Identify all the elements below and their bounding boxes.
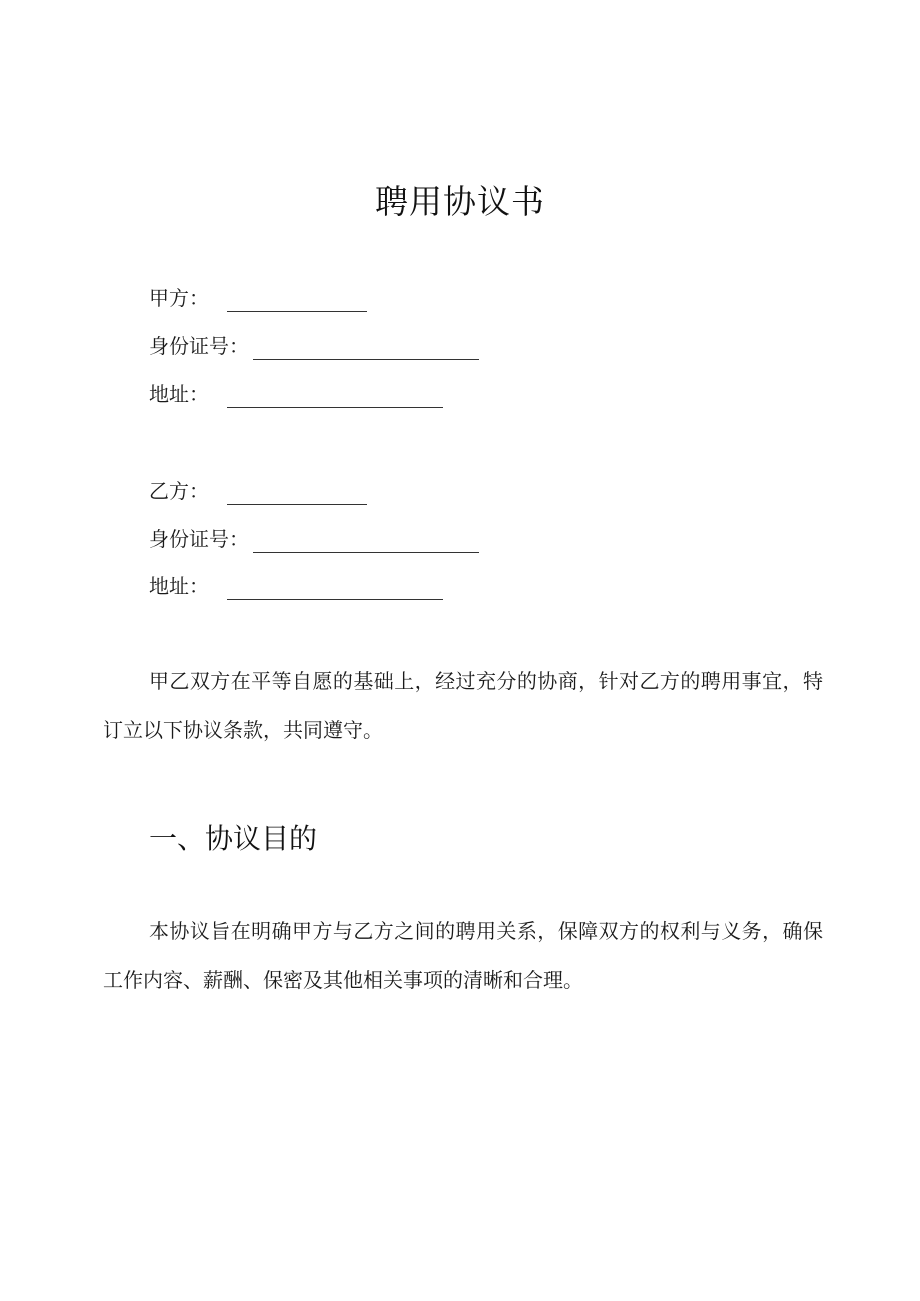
- party-b-id-label: 身份证号：: [149, 527, 249, 551]
- party-a-name-blank[interactable]: [227, 289, 367, 312]
- party-b-id-field: [149, 525, 479, 553]
- party-b-id-blank[interactable]: [253, 530, 479, 553]
- party-b-address-label: 地址：: [149, 574, 209, 598]
- party-a-address-label: 地址：: [149, 382, 209, 406]
- party-a-id-label: 身份证号：: [149, 334, 249, 358]
- party-b-address-field: [149, 572, 443, 600]
- party-b-name-label: 乙方：: [149, 479, 209, 503]
- party-a-name-field: [149, 284, 367, 312]
- party-b-address-blank[interactable]: [227, 577, 443, 600]
- party-b-name-blank[interactable]: [227, 482, 367, 505]
- intro-paragraph: 甲乙双方在平等自愿的基础上，经过充分的协商，针对乙方的聘用事宜，特订立以下协议条款，共同遵守。: [103, 669, 823, 742]
- party-a-id-blank[interactable]: [253, 337, 479, 360]
- section-1-heading: 一、协议目的: [149, 822, 318, 855]
- party-a-address-blank[interactable]: [227, 385, 443, 408]
- party-a-id-field: [149, 332, 479, 360]
- section-1-body: 本协议旨在明确甲方与乙方之间的聘用关系，保障双方的权利与义务，确保工作内容、薪酬、保密及其他相关事项的清晰和合理。: [103, 919, 823, 992]
- party-a-name-label: 甲方：: [149, 286, 209, 310]
- party-b-name-field: [149, 477, 367, 505]
- document-title: 聘用协议书: [375, 182, 545, 221]
- party-a-address-field: [149, 380, 443, 408]
